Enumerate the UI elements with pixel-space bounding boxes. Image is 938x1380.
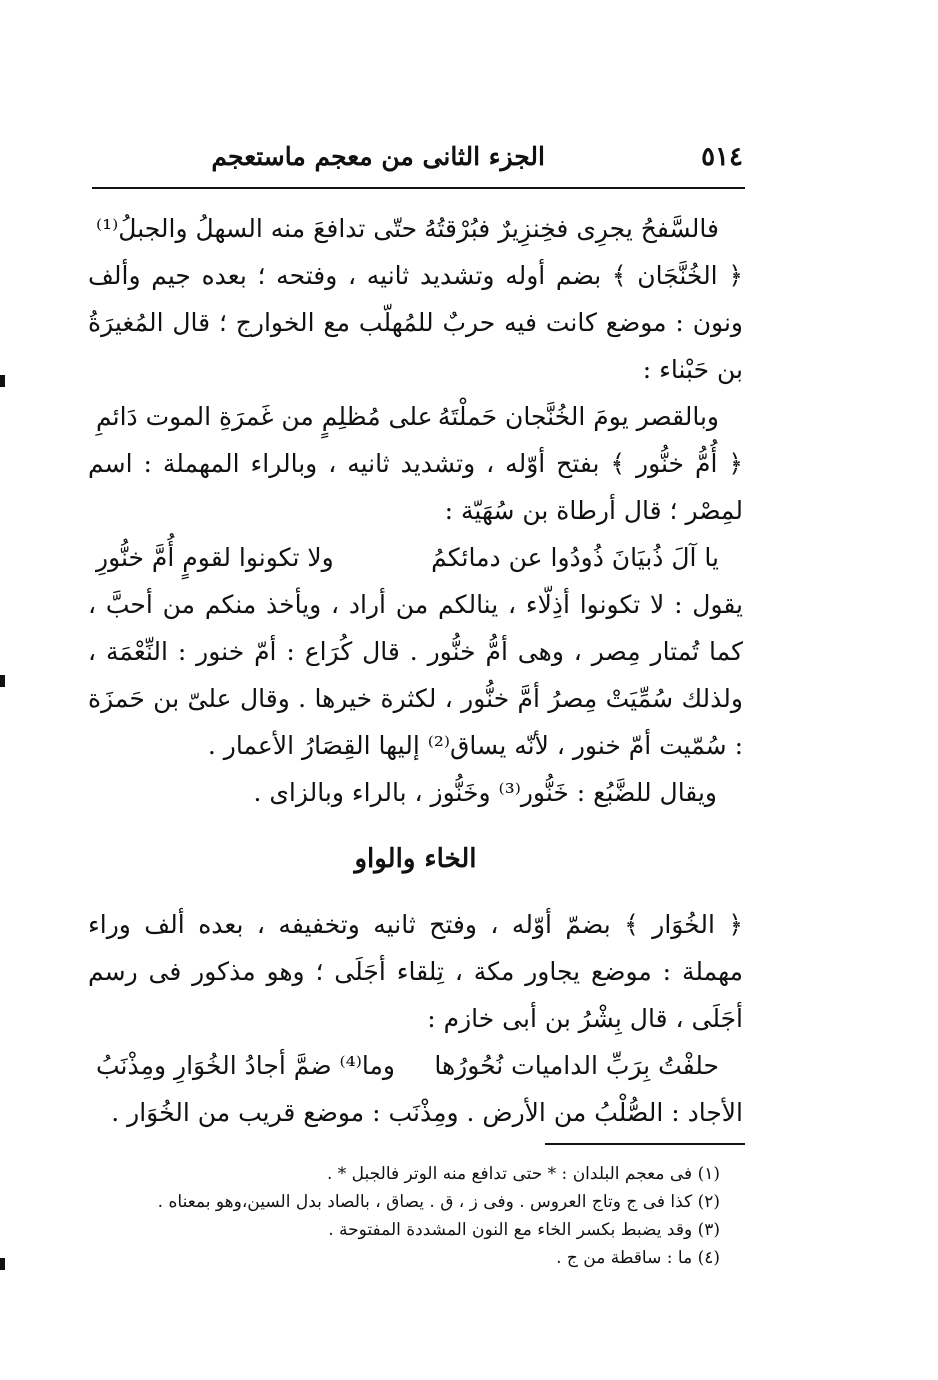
page-header [95,138,745,184]
scan-margin-mark [0,675,5,687]
verse-first-hemistich: يا آلَ ذُبيَانَ ذُودُوا عن دمائكمُ [431,543,719,572]
header-rule [92,187,745,189]
commentary-paragraph: ويقال للضَّبُع : خَنُّور⁽³⁾ وخَنُّوز ، بالراء وبالزاى . [253,778,717,807]
verse-first-hemistich: فالسَّفحُ يجرِى فخِنزِيرٌ فبُرْقتُهُ [424,214,719,243]
page-number: ٥١٤ [701,142,743,172]
verse-first-hemistich: وبالقصر يومَ الخُنَّجان حَملْتَهُ [437,402,719,431]
entry-khuwar: ﴿ الخُوَار ﴾ بضمّ أوّله ، وفتح ثانيه وتخفيفه ، بعده ألف وراء مهملة : موضع يجاور مكة ، تِلقاء أجَلَى ؛ وهو مذكور فى رسم أجَلَى ، قال بِشْرُ بن أبى خازم : [88,910,743,1033]
verse-line [88,205,743,252]
verse-first-hemistich: حلفْتُ بِرَبِّ الداميات نُحُورُها [434,1051,719,1080]
section-heading: الخاء والواو [354,844,477,874]
footnote: (٤) ما : ساقطة من ج . [556,1248,720,1268]
entry-umm-khannur: ﴿ أُمُّ خنُّور ﴾ بفتح أوّله ، وتشديد ثانيه ، وبالراء المهملة : اسم لمِصْر ؛ قال أرطاة بن سُهَيّة : [88,449,743,525]
footnote: (١) فى معجم البلدان : * حتى تدافع منه الوتر فالجبل * . [326,1164,720,1184]
verse-line [88,534,743,581]
verse-second-hemistich: حتّى تدافعَ منه السهلُ والجبلُ⁽¹⁾ [96,214,418,243]
verse-second-hemistich: على مُظلِمٍ من غَمرَةِ الموت دَائمِ [96,402,433,431]
footnote: (٣) وقد يضبط بكسر الخاء مع النون المشددة المفتوحة . [328,1220,720,1240]
running-title: الجزء الثانى من معجم ماستعجم [211,142,545,171]
verse-line [88,1042,743,1089]
entry-khunnajan: ﴿ الخُنَّجَان ﴾ بضم أوله وتشديد ثانيه ، وفتحه ؛ بعده جيم وألف ونون : موضع كانت فيه حربٌ للمُهلّب مع الخوارج ؛ قال المُغيرَةُ بن حَبْناء : [88,261,743,384]
footnotes [157,1160,720,1272]
commentary-paragraph: الأجاد : الصُّلْبُ من الأرض . ومِذْنَب : موضع قريب من الخُوَار . [111,1098,743,1127]
scan-margin-mark [0,1258,5,1270]
verse-second-hemistich: ولا تكونوا لقومٍ أُمَّ خنُّورِ [96,543,334,572]
scan-margin-mark [0,375,5,387]
footnote: (٢) كذا فى ج وتاج العروس . وفى ز ، ق . يصاق ، بالصاد بدل السين،وهو بمعناه . [157,1192,720,1212]
footnote-rule [545,1143,745,1145]
main-text [88,205,743,1136]
verse-second-hemistich: وما⁽⁴⁾ ضمَّ أجادُ الخُوَارِ ومِذْنَبُ [96,1051,395,1080]
verse-line [88,393,743,440]
commentary-paragraph: يقول : لا تكونوا أذِلّاء ، ينالكم من أراد ، ويأخذ منكم من أحبَّ ، كما تُمتار مِصر ، وهى أمُّ خنُّور . قال كُرَاع : أمّ خنور : النِّعْمَة ، ولذلك سُمِّيَتْ مِصرُ أمَّ خنُّور ، لكثرة خيرها . وقال علىّ بن حَمزَة : سُمّيت أمّ خنور ، لأنّه يساق⁽²⁾ إليها القِصَارُ الأعمار . [88,590,743,760]
